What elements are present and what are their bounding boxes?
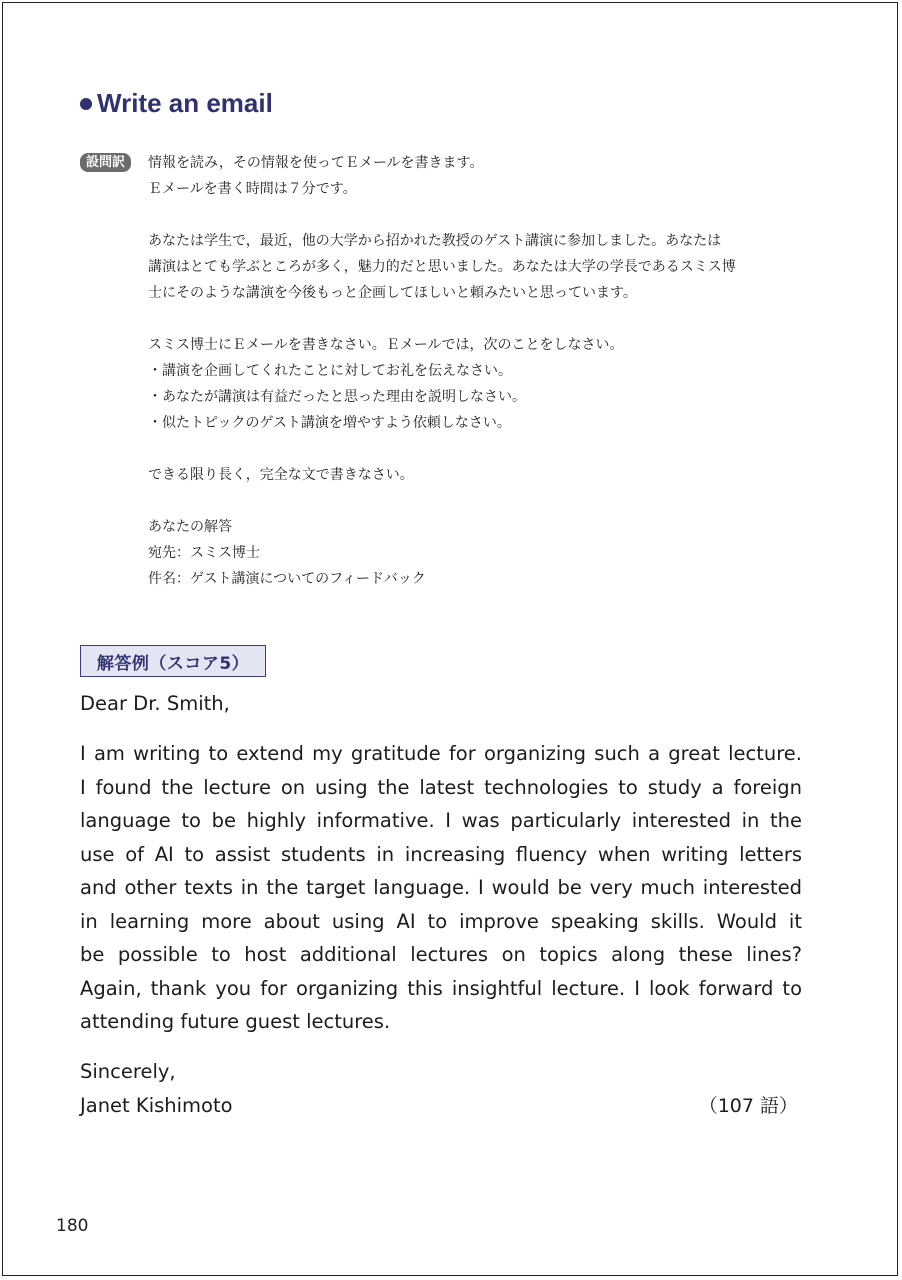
translation-line: 講演はとても学ぶところが多く，魅力的だと思いました。あなたは大学の学長であるスミス博	[148, 259, 736, 275]
section-heading	[80, 88, 273, 119]
translation-line: 情報を読み，その情報を使ってＥメールを書きます。	[148, 155, 484, 171]
email-signature: Janet Kishimoto	[80, 1094, 233, 1117]
page-number: 180	[56, 1216, 89, 1236]
translation-text	[148, 150, 818, 592]
translation-line: 件名：ゲスト講演についてのフィードバック	[148, 571, 426, 587]
email-body-line: I am writing to extend my gratitude for organizing such a great lecture.	[80, 742, 802, 765]
email-body-line: language to be highly informative. I was particularly interested in the	[80, 809, 802, 832]
email-body-line: I found the lecture on using the latest technologies to study a foreign	[80, 775, 802, 799]
bullet-icon	[80, 98, 92, 110]
email-body-line: use of AI to assist students in increasing fluency when writing letters	[80, 842, 802, 866]
translation-line: スミス博士にＥメールを書きなさい。Ｅメールでは，次のことをしなさい。	[148, 337, 624, 353]
translation-line	[148, 306, 818, 332]
translation-line: ・講演を企画してくれたことに対してお礼を伝えなさい。	[148, 363, 512, 379]
translation-line: 宛先：スミス博士	[148, 545, 260, 561]
translation-line: Ｅメールを書く時間は７分です。	[148, 181, 357, 197]
translation-line	[148, 202, 818, 228]
translation-line: できる限り長く，完全な文で書きなさい。	[148, 467, 414, 483]
translation-line: ・あなたが講演は有益だったと思った理由を説明しなさい。	[148, 389, 526, 405]
email-body-line: Again, thank you for organizing this insightful lecture. I look forward to	[80, 976, 802, 1000]
email-salutation: Dear Dr. Smith,	[80, 692, 230, 715]
answer-example-label: 解答例（スコア5）	[80, 645, 266, 677]
translation-line: 士にそのような講演を今後もっと企画してほしいと頼みたいと思っています。	[148, 285, 637, 301]
word-count: （107 語）	[698, 1095, 798, 1117]
heading-text: Write an email	[97, 88, 273, 118]
email-body-line: be possible to host additional lectures on topics along these lines?	[80, 943, 802, 966]
email-body	[80, 737, 802, 1039]
translation-tag: 設問訳	[80, 153, 131, 172]
email-body-line: and other texts in the target language. I would be very much interested	[80, 876, 802, 899]
translation-line	[148, 488, 818, 514]
translation-line	[148, 436, 818, 462]
email-body-line: in learning more about using AI to improve speaking skills. Would it	[80, 909, 802, 933]
translation-line: あなたは学生で，最近，他の大学から招かれた教授のゲスト講演に参加しました。あなたは	[148, 233, 722, 249]
email-body-line: attending future guest lectures.	[80, 1010, 391, 1033]
translation-line: ・似たトピックのゲスト講演を増やすよう依頼しなさい。	[148, 415, 511, 431]
email-closing: Sincerely,	[80, 1060, 176, 1083]
translation-line: あなたの解答	[148, 519, 232, 535]
